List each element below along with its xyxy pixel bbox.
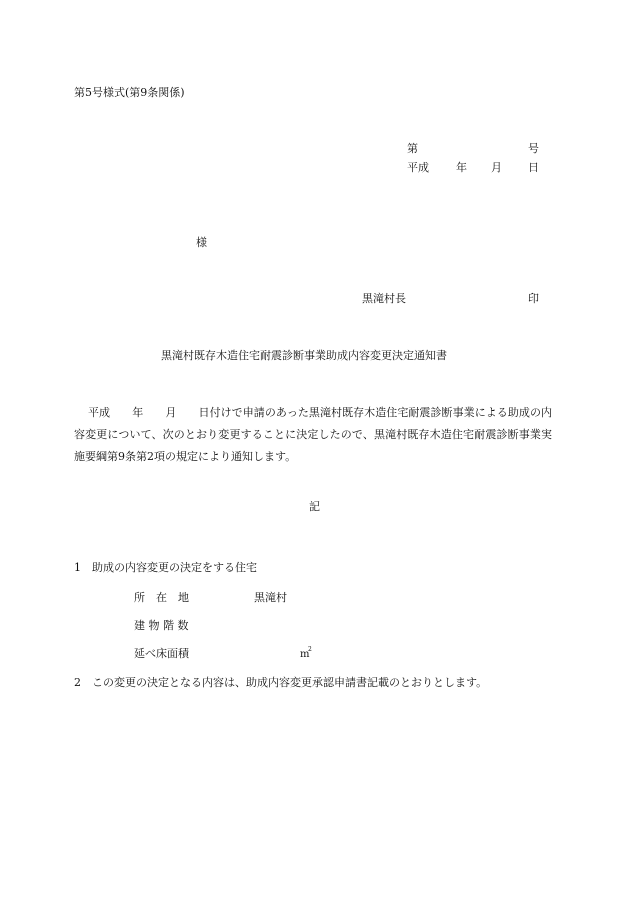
body-paragraph: 平成 年 月 日付けで申請のあった黒滝村既存木造住宅耐震診断事業による助成の内容変更について、次のとおり変更することに決定したので、黒滝村既存木造住宅耐震診断事業実施要綱第9条第2項の規定により通知します。 [74, 406, 552, 463]
location-value: 黒滝村 [254, 591, 287, 604]
date-year: 年 [456, 161, 467, 174]
area-unit: m [300, 649, 310, 660]
addressee-suffix: 様 [196, 236, 207, 249]
area-unit-superscript: 2 [308, 646, 312, 653]
date-era: 平成 [407, 161, 429, 174]
document-title: 黒滝村既存木造住宅耐震診断事業助成内容変更決定通知書 [161, 349, 447, 362]
date-month: 月 [491, 161, 502, 174]
form-label: 第5号様式(第9条関係) [74, 86, 185, 99]
item2-text: 2 この変更の決定となる内容は、助成内容変更承認申請書記載のとおりとします。 [74, 676, 488, 689]
issuer-seal: 印 [528, 292, 539, 305]
item1-label: 1 助成の内容変更の決定をする住宅 [74, 561, 257, 574]
doc-number-suffix: 号 [528, 142, 539, 155]
floors-label: 建 物 階 数 [134, 619, 189, 632]
area-label: 延べ床面積 [134, 647, 189, 660]
location-label: 所 在 地 [134, 591, 189, 604]
issuer-title: 黒滝村長 [362, 292, 406, 305]
date-day: 日 [528, 161, 539, 174]
doc-number-prefix: 第 [407, 142, 418, 155]
ki-label: 記 [309, 500, 320, 513]
